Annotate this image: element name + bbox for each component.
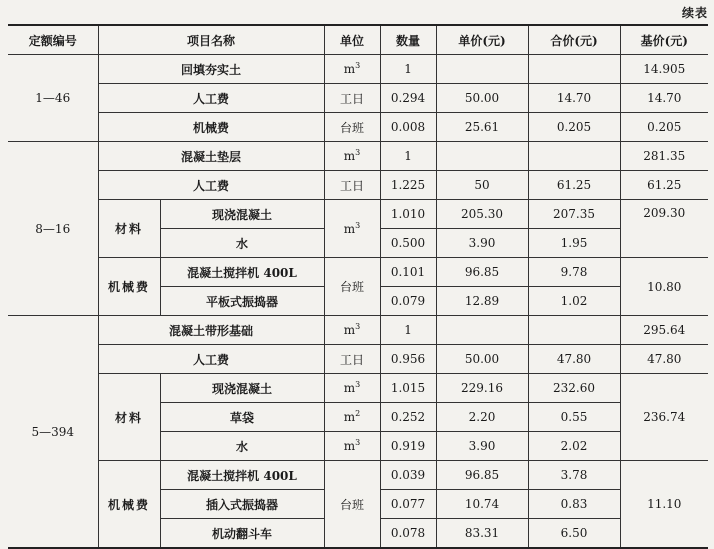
group-label-machinery: 机械费 [98,258,160,316]
item-unit [324,374,380,403]
item-base: 236.74 [620,374,708,461]
table-row [8,374,708,403]
item-qty: 0.101 [380,258,436,287]
item-unit [324,316,380,345]
item-total: 0.55 [528,403,620,432]
item-name: 现浇混凝土 [160,200,324,229]
item-total: 61.25 [528,171,620,200]
item-base: 11.10 [620,461,708,549]
continued-caption: 续表 [681,6,708,20]
table-row [8,171,708,200]
item-price: 50 [436,171,528,200]
unit-sup: 2 [355,409,361,418]
item-name: 回填夯实土 [98,55,324,84]
item-price [436,55,528,84]
item-name: 草袋 [160,403,324,432]
item-price: 2.20 [436,403,528,432]
item-qty: 1.225 [380,171,436,200]
group-label-materials: 材料 [98,374,160,461]
group-label-materials: 材料 [98,200,160,258]
item-total: 207.35 [528,200,620,229]
unit-text: m [343,221,356,236]
item-price: 83.31 [436,519,528,549]
item-name: 插入式振捣器 [160,490,324,519]
item-total: 47.80 [528,345,620,374]
header-price: 单价(元) [436,25,528,55]
item-name: 现浇混凝土 [160,374,324,403]
item-price: 205.30 [436,200,528,229]
item-total: 1.02 [528,287,620,316]
item-qty: 0.039 [380,461,436,490]
item-unit [324,200,380,258]
unit-sup: 3 [355,438,361,447]
item-total [528,316,620,345]
item-unit [324,403,380,432]
table-row [8,55,708,84]
table-row [8,461,708,490]
item-qty: 1.015 [380,374,436,403]
item-qty: 0.079 [380,287,436,316]
item-total: 2.02 [528,432,620,461]
unit-text: m [343,381,356,395]
item-total: 0.83 [528,490,620,519]
item-total: 232.60 [528,374,620,403]
table-row [8,142,708,171]
item-price: 96.85 [436,258,528,287]
unit-sup: 3 [355,61,361,70]
item-price: 96.85 [436,461,528,490]
item-name: 人工费 [98,345,324,374]
item-unit: 工日 [324,345,380,374]
table-row [8,345,708,374]
header-qty: 数量 [380,25,436,55]
item-qty: 0.008 [380,113,436,142]
item-unit [324,432,380,461]
item-base: 47.80 [620,345,708,374]
table-row [8,316,708,345]
item-name: 混凝土垫层 [98,142,324,171]
quota-table [8,24,708,549]
table-row [8,113,708,142]
item-total: 9.78 [528,258,620,287]
item-qty: 0.919 [380,432,436,461]
item-base: 61.25 [620,171,708,200]
item-base: 14.70 [620,84,708,113]
unit-text: m [343,62,356,76]
item-price [436,142,528,171]
item-qty: 1 [380,142,436,171]
unit-sup: 3 [355,148,361,157]
quota-code: 1—46 [8,55,98,142]
item-name: 人工费 [98,84,324,113]
item-base: 295.64 [620,316,708,345]
item-qty: 0.294 [380,84,436,113]
item-price: 10.74 [436,490,528,519]
unit-sup: 3 [355,220,361,230]
item-price: 3.90 [436,432,528,461]
item-name: 人工费 [98,171,324,200]
item-name: 水 [160,229,324,258]
item-price [436,316,528,345]
table-row [8,200,708,229]
item-total: 0.205 [528,113,620,142]
item-name: 混凝土搅拌机 400L [160,461,324,490]
unit-text: m [343,323,356,337]
item-unit [324,55,380,84]
unit-text: m [343,439,356,453]
header-unit: 单位 [324,25,380,55]
item-total: 6.50 [528,519,620,549]
item-qty: 0.252 [380,403,436,432]
item-unit: 台班 [324,461,380,549]
item-total: 14.70 [528,84,620,113]
item-price: 50.00 [436,345,528,374]
group-label-machinery: 机械费 [98,461,160,549]
item-base: 209.30 [620,200,708,258]
item-price: 229.16 [436,374,528,403]
item-base: 14.905 [620,55,708,84]
item-total: 3.78 [528,461,620,490]
item-price: 12.89 [436,287,528,316]
item-qty: 1.010 [380,200,436,229]
header-total: 合价(元) [528,25,620,55]
item-unit: 台班 [324,258,380,316]
unit-sup: 3 [355,322,361,331]
item-qty: 0.500 [380,229,436,258]
item-unit: 工日 [324,84,380,113]
item-name: 混凝土带形基础 [98,316,324,345]
header-item: 项目名称 [98,25,324,55]
item-qty: 0.078 [380,519,436,549]
item-name: 机械费 [98,113,324,142]
item-unit [324,142,380,171]
item-price: 25.61 [436,113,528,142]
item-unit: 台班 [324,113,380,142]
item-name: 平板式振捣器 [160,287,324,316]
item-qty: 0.077 [380,490,436,519]
item-unit: 工日 [324,171,380,200]
item-name: 水 [160,432,324,461]
item-price: 50.00 [436,84,528,113]
header-row [8,25,708,55]
table-row [8,84,708,113]
item-base: 0.205 [620,113,708,142]
item-qty: 1 [380,55,436,84]
item-price: 3.90 [436,229,528,258]
item-total [528,55,620,84]
unit-text: m [343,410,356,424]
item-qty: 1 [380,316,436,345]
item-name: 机动翻斗车 [160,519,324,549]
unit-sup: 3 [355,380,361,389]
header-base: 基价(元) [620,25,708,55]
item-base: 10.80 [620,258,708,316]
header-code: 定额编号 [8,25,98,55]
item-name: 混凝土搅拌机 400L [160,258,324,287]
item-base: 281.35 [620,142,708,171]
item-total [528,142,620,171]
quota-code: 5—394 [8,316,98,549]
quota-code: 8—16 [8,142,98,316]
item-total: 1.95 [528,229,620,258]
unit-text: m [343,149,356,163]
table-row [8,258,708,287]
item-qty: 0.956 [380,345,436,374]
